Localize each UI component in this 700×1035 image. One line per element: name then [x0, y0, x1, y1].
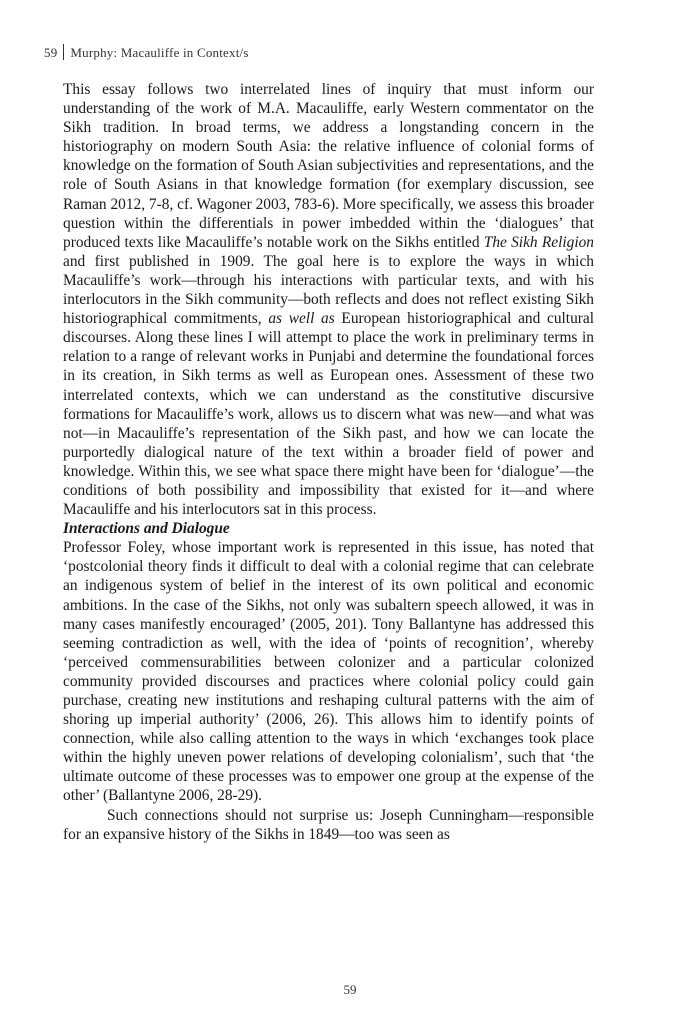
- intro-paragraph-text-2: and first published in 1909. The goal here is to explore the ways in which Macauliffe’s work—through his interactions with particular texts, and with his interlocutors in the Sikh community—both reflects and does not reflect existing Sikh historiographical commitments,: [63, 252, 594, 328]
- header-page-number: 59: [44, 45, 58, 60]
- header-divider: [63, 44, 64, 60]
- emphasis-italic: as well as: [268, 310, 335, 328]
- book-title-italic: The Sikh Religion: [483, 233, 594, 251]
- main-text: [63, 80, 594, 844]
- section-heading: Interactions and Dialogue: [63, 520, 230, 538]
- intro-paragraph-text-1: This essay follows two interrelated lines of inquiry that must inform our understanding of the work of M.A. Macauliffe, early Western commentator on the Sikh tradition. In broad terms, we address a longstanding concern in the historiography on modern South Asia: the relative influence of colonial forms of knowledge on the formation of South Asian subjectivities and representations, and the role of South Asians in that knowledge formation (for exemplary discussion, see Raman 2012, 7-8, cf. Wagoner 2003, 783-6). More specifically, we assess this broader question within the differentials in power imbedded within the ‘dialogues’ that produced texts like Macauliffe’s notable work on the Sikhs entitled: [63, 81, 594, 251]
- body-paragraph: Professor Foley, whose important work is represented in this issue, has noted that ‘postcolonial theory finds it difficult to deal with a colonial regime that can celebrate an indigenous system of belief in the interest of its own political and economic ambitions. In the case of the Sikhs, not only was subaltern speech allowed, it was in many cases manifestly encouraged’ (2005, 201). Tony Ballantyne has addressed this seeming contradiction as well, with the idea of ‘points of recognition’, whereby ‘perceived commensurabilities between colonizer and a particular colonized community provided discourses and practices where colonial policy could gain purchase, creating new institutions and reshaping cultural patterns with the aim of shoring up imperial authority’ (2006, 26). This allows him to identify points of connection, while also calling attention to the ways in which ‘exchanges took place within the highly uneven power relations of developing colonialism’, such that ‘the ultimate outcome of these processes was to empower one group at the expense of the other’ (Ballantyne 2006, 28-29).: [63, 539, 594, 805]
- intro-paragraph: [63, 80, 594, 519]
- header-running-title: Murphy: Macauliffe in Context/s: [70, 45, 249, 60]
- body-paragraph-continued: Such connections should not surprise us: Joseph Cunningham—responsible for an expansive history of the Sikhs in 1849—too was seen as: [63, 806, 594, 843]
- intro-paragraph-text-3: European historiographical and cultural discourses. Along these lines I will attempt to place the work in preliminary terms in relation to a range of relevant works in Punjabi and determine the foundational forces in its creation, in Sikh terms as well as European ones. Assessment of these two interrelated contexts, which we can understand as the constitutive discursive formations for Macauliffe’s work, allows us to discern what was new—and what was not—in Macauliffe’s representation of the Sikh past, and how we can locate the purportedly dialogical nature of the text within a broader field of power and knowledge. Within this, we see what space there might have been for ‘dialogue’—the conditions of both possibility and impossibility that existed for it—and where Macauliffe and his interlocutors sat in this process.: [63, 310, 594, 519]
- footer-page-number: 59: [343, 982, 357, 997]
- running-header: [44, 44, 249, 61]
